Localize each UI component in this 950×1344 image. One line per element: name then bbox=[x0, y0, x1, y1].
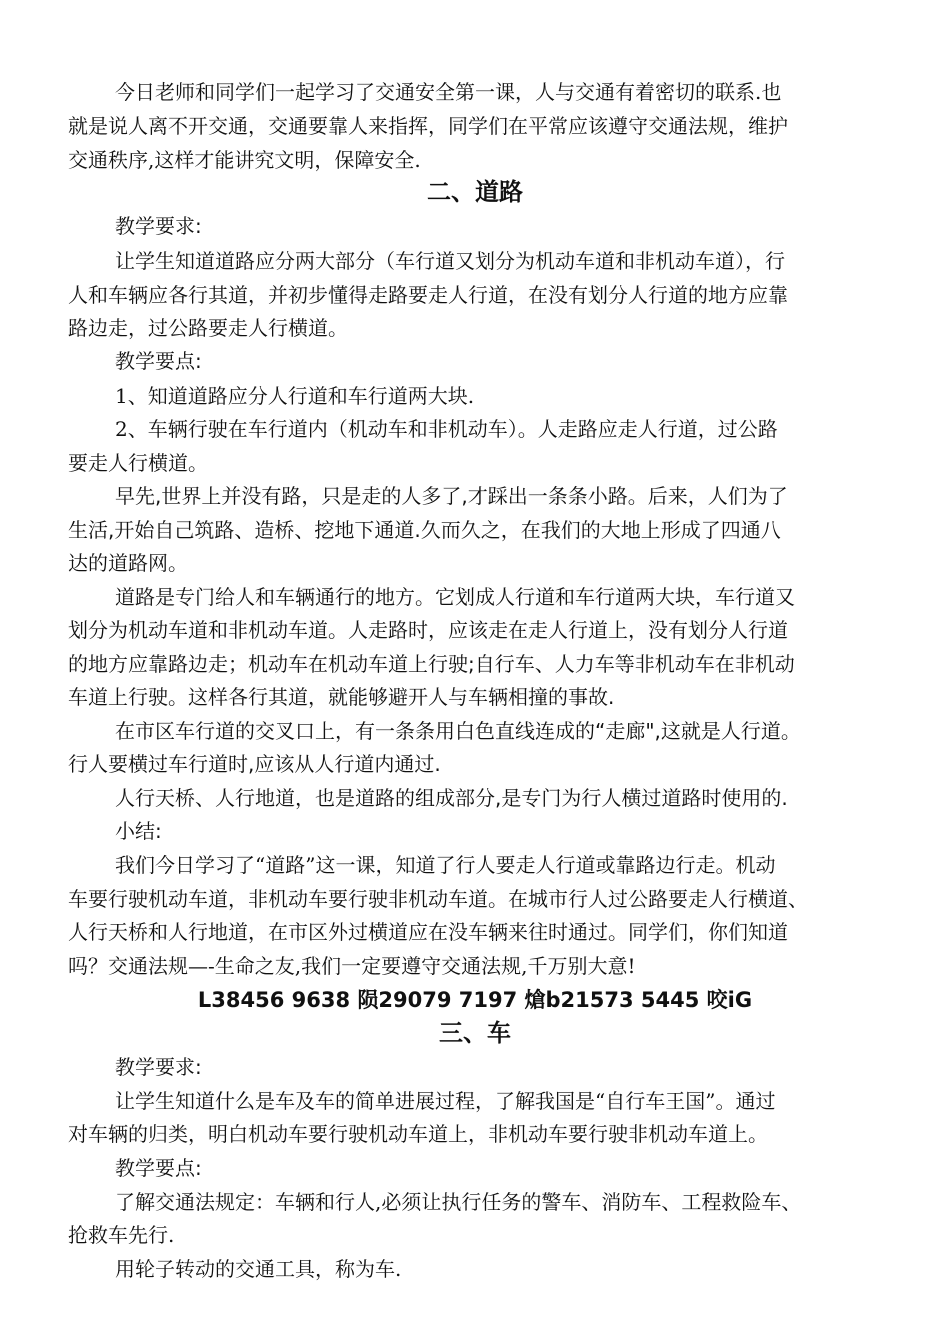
text-line: 车道上行驶。这样各行其道，就能够避开人与车辆相撞的事故. bbox=[68, 685, 615, 709]
text-line: 了解交通法规定：车辆和行人,必须让执行任务的警车、消防车、工程救险车、 bbox=[115, 1190, 802, 1214]
list-item: 1、知道道路应分人行道和车行道两大块. bbox=[115, 384, 475, 408]
text-line: 让学生知道道路应分两大部分（车行道又划分为机动车道和非机动车道），行 bbox=[115, 249, 785, 273]
text-line: 早先,世界上并没有路，只是走的人多了,才踩出一条条小路。后来，人们为了 bbox=[115, 484, 788, 508]
text-line: 在市区车行道的交叉口上，有一条条用白色直线连成的“走廊",这就是人行道。 bbox=[115, 719, 801, 743]
section-heading-vehicles: 三、车 bbox=[439, 1019, 511, 1047]
subheading-teaching-requirements: 教学要求: bbox=[115, 1055, 202, 1079]
text-line: 划分为机动车道和非机动车道。人走路时，应该走在走人行道上，没有划分人行道 bbox=[68, 618, 788, 642]
code-line: L38456 9638 陨29079 7197 熗b21573 5445 咬iG bbox=[197, 988, 753, 1012]
text-line: 吗？交通法规—-生命之友,我们一定要遵守交通法规,千万别大意! bbox=[68, 954, 636, 978]
text-line: 达的道路网。 bbox=[68, 551, 188, 575]
text-line: 人行天桥、人行地道，也是道路的组成部分,是专门为行人横过道路时使用的. bbox=[115, 786, 788, 810]
text-line: 交通秩序,这样才能讲究文明，保障安全. bbox=[68, 148, 421, 172]
text-line: 人行天桥和人行地道，在市区外过横道应在没车辆来往时通过。同学们，你们知道 bbox=[68, 920, 788, 944]
text-line: 生活,开始自己筑路、造桥、挖地下通道.久而久之，在我们的大地上形成了四通八 bbox=[68, 518, 781, 542]
text-line: 对车辆的归类，明白机动车要行驶机动车道上，非机动车要行驶非机动车道上。 bbox=[68, 1122, 768, 1146]
text-line: 的地方应靠路边走；机动车在机动车道上行驶;自行车、人力车等非机动车在非机动 bbox=[68, 652, 795, 676]
text-line: 我们今日学习了“道路”这一课，知道了行人要走人行道或靠路边行走。机动 bbox=[115, 853, 776, 877]
text-line: 路边走，过公路要走人行横道。 bbox=[68, 316, 348, 340]
text-line: 让学生知道什么是车及车的简单进展过程，了解我国是“自行车王国”。通过 bbox=[115, 1089, 776, 1113]
section-heading-roads: 二、道路 bbox=[427, 178, 523, 206]
text-line: 车要行驶机动车道，非机动车要行驶非机动车道。在城市行人过公路要走人行横道、 bbox=[68, 887, 808, 911]
subheading-summary: 小结: bbox=[115, 819, 162, 843]
text-line: 抢救车先行. bbox=[68, 1223, 175, 1247]
subheading-teaching-requirements: 教学要求: bbox=[115, 214, 202, 238]
text-line: 用轮子转动的交通工具，称为车. bbox=[115, 1257, 402, 1281]
text-line: 今日老师和同学们一起学习了交通安全第一课，人与交通有着密切的联系.也 bbox=[115, 80, 782, 104]
text-line: 行人要横过车行道时,应该从人行道内通过. bbox=[68, 752, 441, 776]
text-line: 要走人行横道。 bbox=[68, 451, 208, 475]
text-line: 人和车辆应各行其道，并初步懂得走路要走人行道，在没有划分人行道的地方应靠 bbox=[68, 283, 788, 307]
text-line: 就是说人离不开交通，交通要靠人来指挥，同学们在平常应该遵守交通法规，维护 bbox=[68, 114, 788, 138]
list-item: 2、车辆行驶在车行道内（机动车和非机动车）。人走路应走人行道，过公路 bbox=[115, 417, 778, 441]
text-line: 道路是专门给人和车辆通行的地方。它划成人行道和车行道两大块，车行道又 bbox=[115, 585, 795, 609]
subheading-teaching-points: 教学要点: bbox=[115, 1156, 202, 1180]
subheading-teaching-points: 教学要点: bbox=[115, 349, 202, 373]
